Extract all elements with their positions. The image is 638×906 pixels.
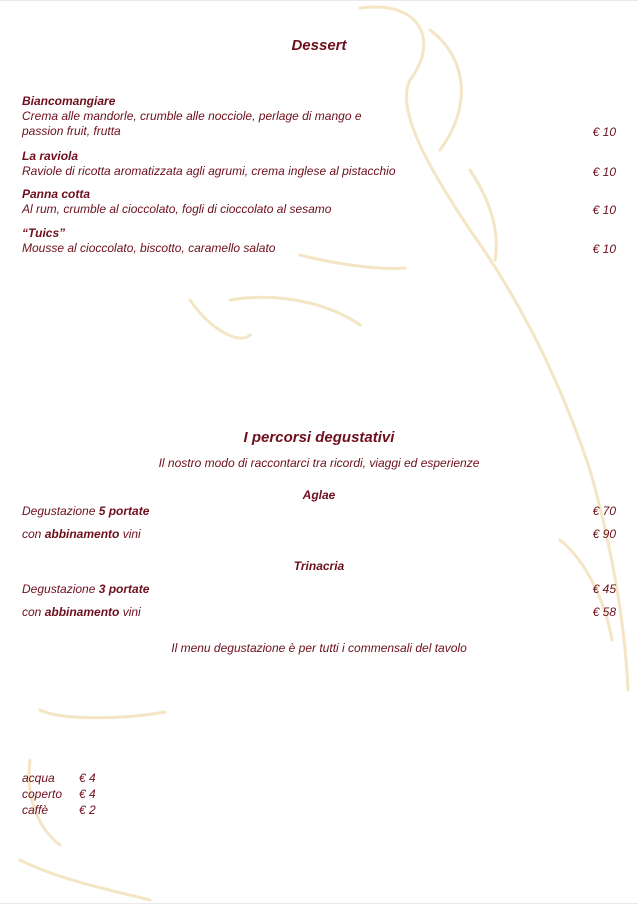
- line-text: vini: [119, 605, 141, 619]
- dish-name: Biancomangiare: [22, 94, 116, 108]
- trinacria-wine-pairing-line: [22, 605, 616, 619]
- dish-price: € 10: [592, 242, 616, 256]
- line-bold: 5 portate: [98, 504, 150, 518]
- line-text: vini: [119, 527, 141, 541]
- extras-item: [22, 770, 96, 786]
- dish-description: Mousse al cioccolato, biscotto, caramello salato: [22, 241, 276, 255]
- trinacria-tasting-line: [22, 582, 616, 596]
- dish-description: passion fruit, frutta: [22, 124, 121, 138]
- price: € 45: [592, 582, 616, 596]
- extras-item: [22, 802, 96, 818]
- top-border: [0, 0, 638, 1]
- extras-price: € 4: [79, 771, 96, 785]
- tasting-menus-subtitle: Il nostro modo di raccontarci tra ricordi, viaggi ed esperienze: [158, 456, 480, 470]
- dish-description: Raviole di ricotta aromatizzata agli agrumi, crema inglese al pistacchio: [22, 164, 396, 178]
- extras-price: € 2: [79, 803, 96, 817]
- menu-name-aglae: Aglae: [302, 488, 336, 502]
- line-text: con: [22, 605, 45, 619]
- line-text: Degustazione: [22, 582, 99, 596]
- tasting-menu-note: Il menu degustazione è per tutti i commensali del tavolo: [171, 641, 467, 655]
- dessert-item-biancomangiare: [22, 94, 616, 139]
- dish-price: € 10: [592, 165, 616, 179]
- dish-description: Al rum, crumble al cioccolato, fogli di cioccolato al sesamo: [22, 202, 332, 216]
- menu-name-trinacria: Trinacria: [293, 559, 345, 573]
- aglae-wine-pairing-line: [22, 527, 616, 541]
- dish-price: € 10: [592, 203, 616, 217]
- extras-price: € 4: [79, 787, 96, 801]
- dish-price: € 10: [592, 125, 616, 139]
- price: € 70: [592, 504, 616, 518]
- dessert-item-la-raviola: [22, 149, 616, 179]
- extras-list: [22, 770, 96, 818]
- line-text: Degustazione: [22, 504, 99, 518]
- dessert-item-panna-cotta: [22, 187, 616, 217]
- price: € 90: [592, 527, 616, 541]
- dish-name: “Tuics”: [22, 226, 66, 240]
- line-bold: abbinamento: [44, 527, 120, 541]
- dessert-title: Dessert: [291, 37, 347, 54]
- price: € 58: [592, 605, 616, 619]
- dish-name: Panna cotta: [22, 187, 91, 201]
- line-bold: 3 portate: [98, 582, 150, 596]
- dish-description: Crema alle mandorle, crumble alle nocciole, perlage di mango e: [22, 109, 362, 123]
- extras-label: acqua: [22, 771, 55, 785]
- extras-item: [22, 786, 96, 802]
- bottom-border: [0, 903, 638, 904]
- dish-name: La raviola: [22, 149, 79, 163]
- line-bold: abbinamento: [44, 605, 120, 619]
- tasting-menus-title: I percorsi degustativi: [243, 429, 395, 446]
- extras-label: caffè: [22, 803, 49, 817]
- extras-label: coperto: [22, 787, 63, 801]
- dessert-item-tuics: [22, 226, 616, 256]
- line-text: con: [22, 527, 45, 541]
- aglae-tasting-line: [22, 504, 616, 518]
